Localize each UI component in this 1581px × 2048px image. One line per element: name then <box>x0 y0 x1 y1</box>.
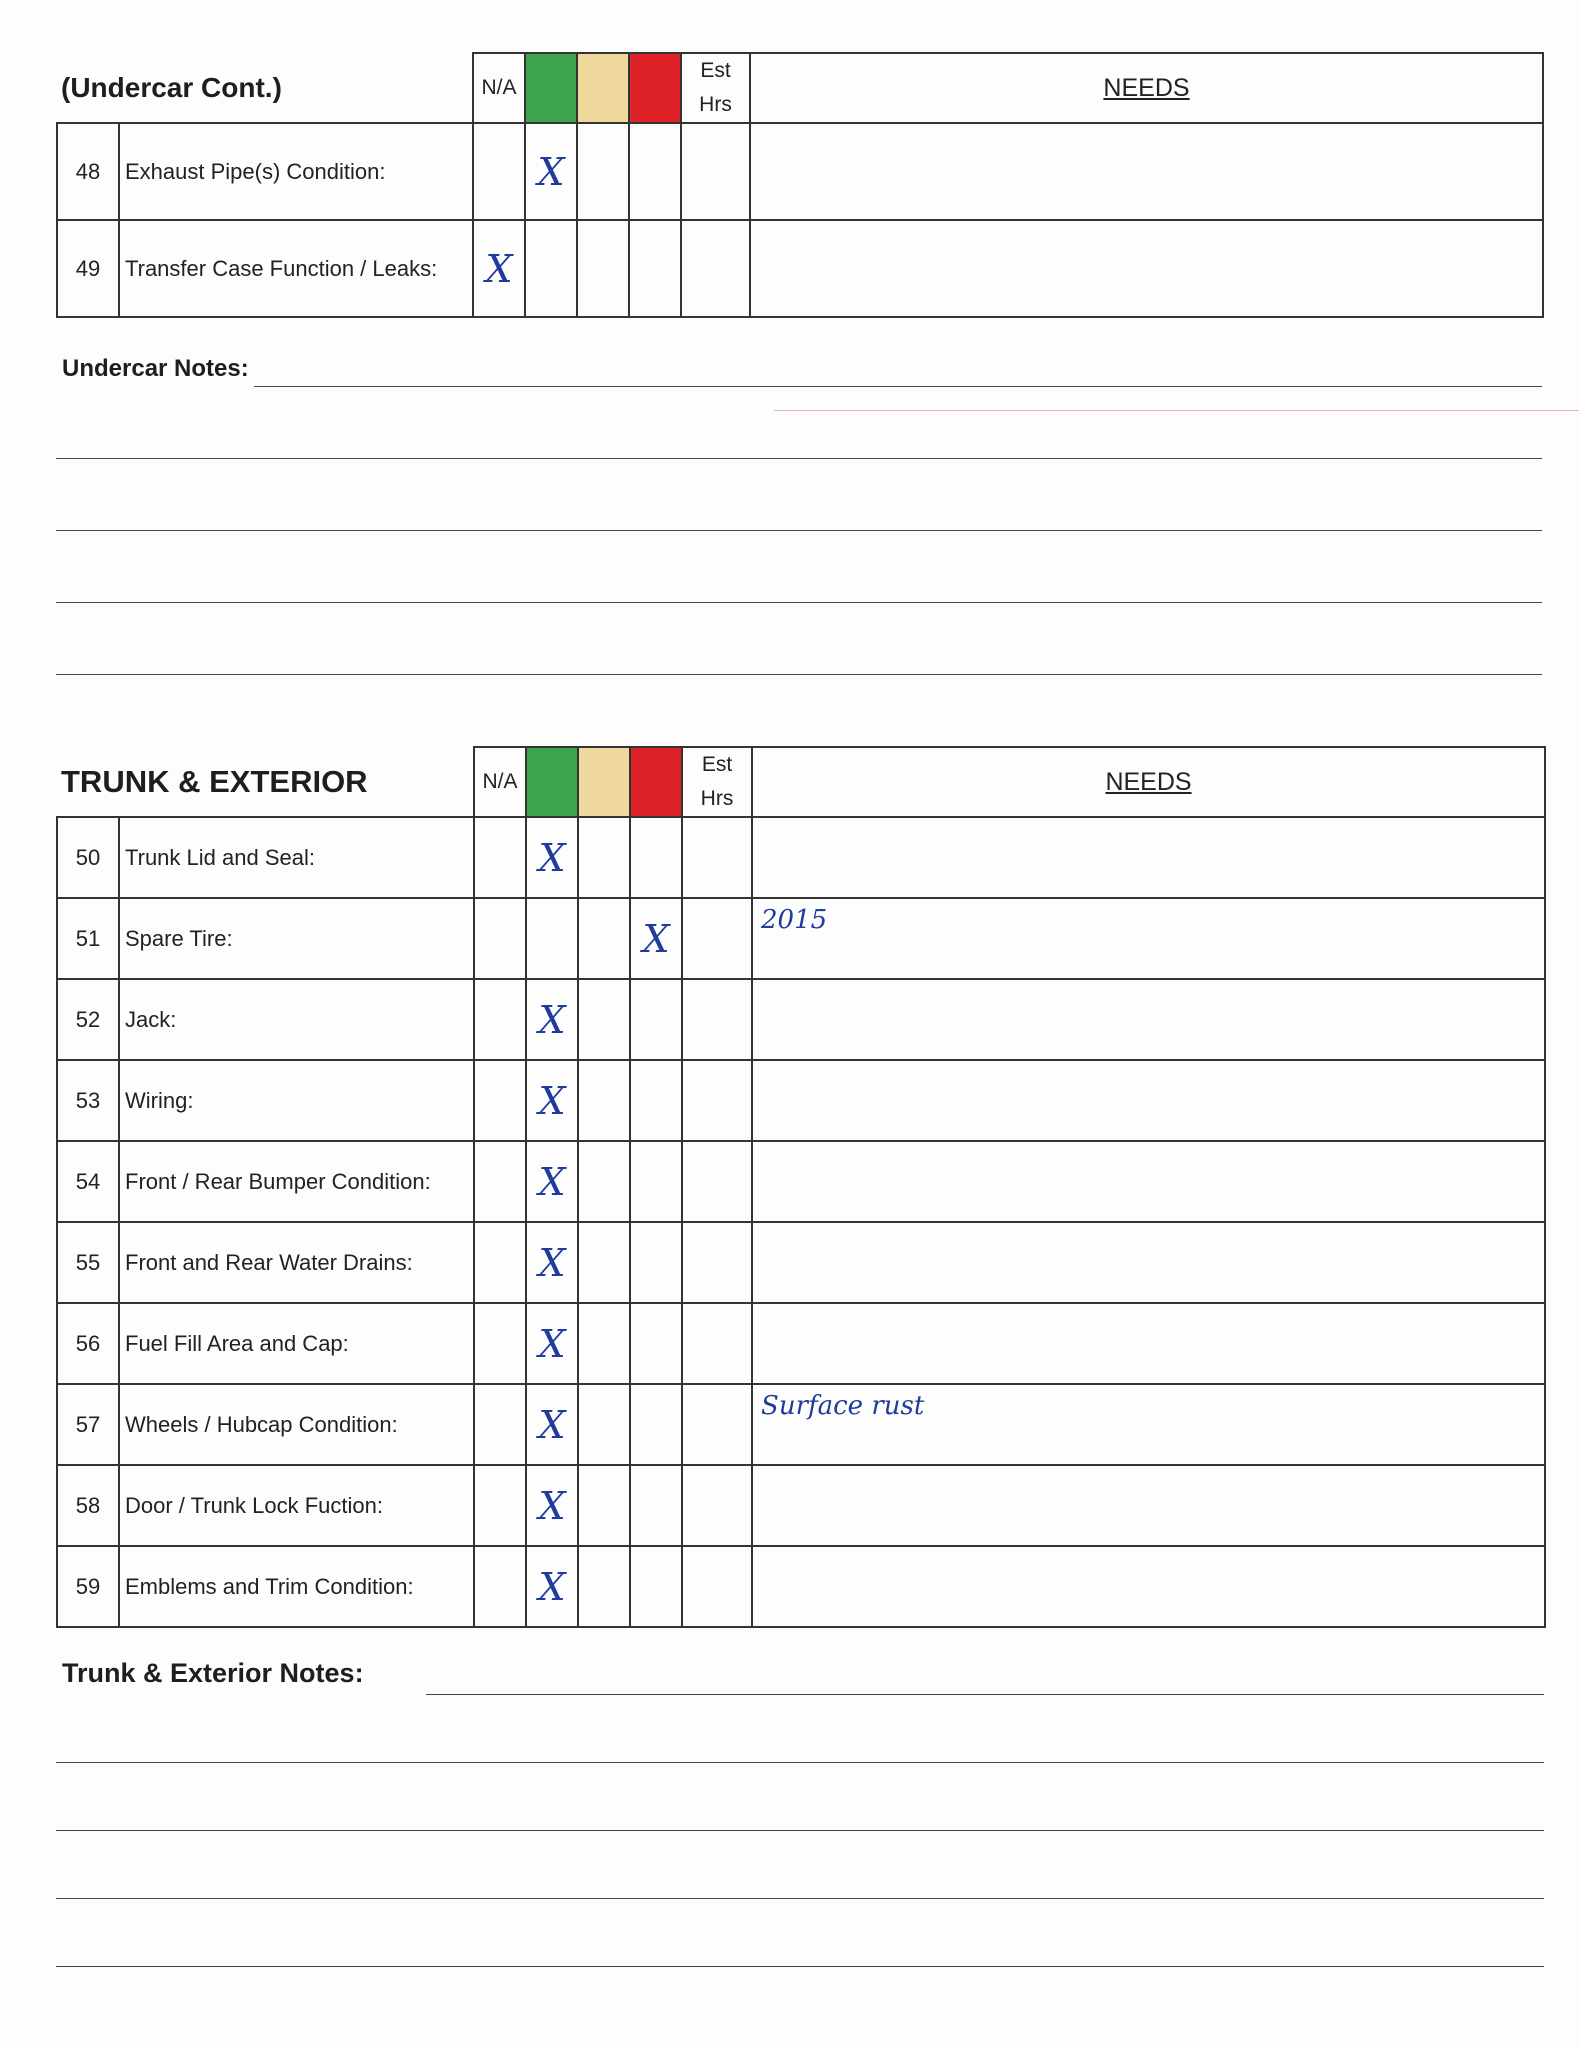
table-row <box>57 1546 1545 1627</box>
notes-line[interactable] <box>774 410 1579 411</box>
row-label: Door / Trunk Lock Fuction: <box>119 1465 474 1546</box>
notes-line[interactable] <box>426 1694 1544 1695</box>
row-label: Wiring: <box>119 1060 474 1141</box>
na-mark[interactable] <box>474 1384 526 1465</box>
needs-note: Surface rust <box>761 1391 925 1421</box>
table-row <box>57 1303 1545 1384</box>
red-mark[interactable] <box>630 979 682 1060</box>
red-mark[interactable]: X <box>630 898 682 979</box>
yellow-header <box>578 747 630 817</box>
notes-line[interactable] <box>56 1830 1544 1831</box>
needs-cell[interactable] <box>752 817 1545 898</box>
red-mark[interactable] <box>629 220 681 317</box>
est-hrs-cell[interactable] <box>681 220 750 317</box>
row-number: 52 <box>57 979 119 1060</box>
table-row <box>57 123 1543 220</box>
est-hrs-header <box>681 53 750 123</box>
undercar-notes-label: Undercar Notes: <box>62 355 249 382</box>
notes-line[interactable] <box>56 458 1542 459</box>
row-number: 50 <box>57 817 119 898</box>
row-number: 54 <box>57 1141 119 1222</box>
needs-cell[interactable] <box>752 898 1545 979</box>
row-number: 58 <box>57 1465 119 1546</box>
table-row <box>57 898 1545 979</box>
yellow-mark[interactable] <box>577 220 629 317</box>
na-mark[interactable] <box>474 979 526 1060</box>
est-label: Est <box>701 753 733 776</box>
section-title-cell <box>57 747 474 817</box>
yellow-mark[interactable] <box>578 1303 630 1384</box>
est-hrs-cell[interactable] <box>682 1060 752 1141</box>
yellow-mark[interactable] <box>578 1546 630 1627</box>
yellow-mark[interactable] <box>578 817 630 898</box>
na-header: N/A <box>473 53 525 123</box>
row-label: Spare Tire: <box>119 898 474 979</box>
green-mark[interactable]: X <box>526 817 578 898</box>
needs-cell[interactable] <box>752 1222 1545 1303</box>
table-row <box>57 220 1543 317</box>
yellow-mark[interactable] <box>578 1465 630 1546</box>
green-mark[interactable]: X <box>526 1222 578 1303</box>
red-mark[interactable] <box>630 1384 682 1465</box>
green-mark[interactable] <box>525 220 577 317</box>
row-label: Front / Rear Bumper Condition: <box>119 1141 474 1222</box>
na-mark[interactable] <box>474 1222 526 1303</box>
notes-line[interactable] <box>56 530 1542 531</box>
est-hrs-cell[interactable] <box>682 1546 752 1627</box>
table-row <box>57 979 1545 1060</box>
yellow-mark[interactable] <box>578 1141 630 1222</box>
na-mark[interactable]: X <box>473 220 525 317</box>
table-row <box>57 1465 1545 1546</box>
yellow-mark[interactable] <box>578 979 630 1060</box>
trunk-exterior-table <box>56 746 1546 1628</box>
notes-line[interactable] <box>56 602 1542 603</box>
na-header: N/A <box>474 747 526 817</box>
needs-cell[interactable] <box>752 1465 1545 1546</box>
notes-line[interactable] <box>254 386 1542 387</box>
undercar-table <box>56 52 1544 318</box>
row-number: 55 <box>57 1222 119 1303</box>
green-mark[interactable]: X <box>525 123 577 220</box>
green-header <box>526 747 578 817</box>
na-mark[interactable] <box>474 1060 526 1141</box>
est-hrs-header <box>682 747 752 817</box>
hrs-label: Hrs <box>699 93 732 116</box>
needs-cell[interactable] <box>752 1060 1545 1141</box>
notes-line[interactable] <box>56 1966 1544 1967</box>
row-number: 49 <box>57 220 119 317</box>
table-row <box>57 1060 1545 1141</box>
red-mark[interactable] <box>630 1222 682 1303</box>
table-row <box>57 1384 1545 1465</box>
red-mark[interactable] <box>630 1546 682 1627</box>
est-hrs-cell[interactable] <box>682 1222 752 1303</box>
table-row <box>57 1141 1545 1222</box>
yellow-header <box>577 53 629 123</box>
est-hrs-cell[interactable] <box>682 979 752 1060</box>
red-mark[interactable] <box>630 817 682 898</box>
green-mark[interactable]: X <box>526 979 578 1060</box>
yellow-mark[interactable] <box>578 1222 630 1303</box>
red-mark[interactable] <box>630 1141 682 1222</box>
notes-line[interactable] <box>56 674 1542 675</box>
row-label: Jack: <box>119 979 474 1060</box>
red-header <box>630 747 682 817</box>
row-number: 57 <box>57 1384 119 1465</box>
est-hrs-cell[interactable] <box>682 898 752 979</box>
green-mark[interactable] <box>526 898 578 979</box>
row-label: Trunk Lid and Seal: <box>119 817 474 898</box>
green-mark[interactable]: X <box>526 1546 578 1627</box>
red-mark[interactable] <box>630 1060 682 1141</box>
green-mark[interactable]: X <box>526 1465 578 1546</box>
row-label: Front and Rear Water Drains: <box>119 1222 474 1303</box>
needs-cell[interactable] <box>752 1546 1545 1627</box>
row-label: Wheels / Hubcap Condition: <box>119 1384 474 1465</box>
red-mark[interactable] <box>630 1465 682 1546</box>
na-mark[interactable] <box>474 1546 526 1627</box>
needs-cell[interactable] <box>752 1141 1545 1222</box>
na-mark[interactable] <box>473 123 525 220</box>
green-mark[interactable]: X <box>526 1060 578 1141</box>
needs-header: NEEDS <box>752 747 1545 817</box>
green-mark[interactable]: X <box>526 1303 578 1384</box>
needs-cell[interactable] <box>752 1384 1545 1465</box>
est-label: Est <box>700 59 731 82</box>
yellow-mark[interactable] <box>578 1384 630 1465</box>
yellow-mark[interactable] <box>577 123 629 220</box>
needs-cell[interactable] <box>752 1303 1545 1384</box>
est-hrs-cell[interactable] <box>682 1303 752 1384</box>
yellow-mark[interactable] <box>578 898 630 979</box>
needs-cell[interactable] <box>752 979 1545 1060</box>
needs-note: 2015 <box>761 905 828 935</box>
section-title-cell <box>57 53 473 123</box>
needs-header: NEEDS <box>750 53 1543 123</box>
est-hrs-cell[interactable] <box>682 1465 752 1546</box>
est-hrs-cell[interactable] <box>681 123 750 220</box>
na-mark[interactable] <box>474 898 526 979</box>
red-header <box>629 53 681 123</box>
needs-cell[interactable] <box>750 220 1543 317</box>
section-title: TRUNK & EXTERIOR <box>61 763 368 799</box>
section-title: (Undercar Cont.) <box>61 71 282 103</box>
green-mark[interactable]: X <box>526 1384 578 1465</box>
row-number: 56 <box>57 1303 119 1384</box>
green-header <box>525 53 577 123</box>
na-mark[interactable] <box>474 1303 526 1384</box>
est-hrs-cell[interactable] <box>682 817 752 898</box>
row-label: Transfer Case Function / Leaks: <box>119 220 473 317</box>
na-mark[interactable] <box>474 1141 526 1222</box>
est-hrs-cell[interactable] <box>682 1384 752 1465</box>
na-mark[interactable] <box>474 1465 526 1546</box>
row-label: Emblems and Trim Condition: <box>119 1546 474 1627</box>
trunk-exterior-notes-label: Trunk & Exterior Notes: <box>62 1658 364 1688</box>
est-hrs-cell[interactable] <box>682 1141 752 1222</box>
notes-line[interactable] <box>56 1762 1544 1763</box>
row-label: Fuel Fill Area and Cap: <box>119 1303 474 1384</box>
row-number: 59 <box>57 1546 119 1627</box>
hrs-label: Hrs <box>700 787 734 810</box>
needs-cell[interactable] <box>750 123 1543 220</box>
na-mark[interactable] <box>474 817 526 898</box>
table-row <box>57 1222 1545 1303</box>
notes-line[interactable] <box>56 1898 1544 1899</box>
row-number: 53 <box>57 1060 119 1141</box>
row-number: 48 <box>57 123 119 220</box>
yellow-mark[interactable] <box>578 1060 630 1141</box>
red-mark[interactable] <box>629 123 681 220</box>
table-row <box>57 817 1545 898</box>
row-number: 51 <box>57 898 119 979</box>
red-mark[interactable] <box>630 1303 682 1384</box>
green-mark[interactable]: X <box>526 1141 578 1222</box>
row-label: Exhaust Pipe(s) Condition: <box>119 123 473 220</box>
